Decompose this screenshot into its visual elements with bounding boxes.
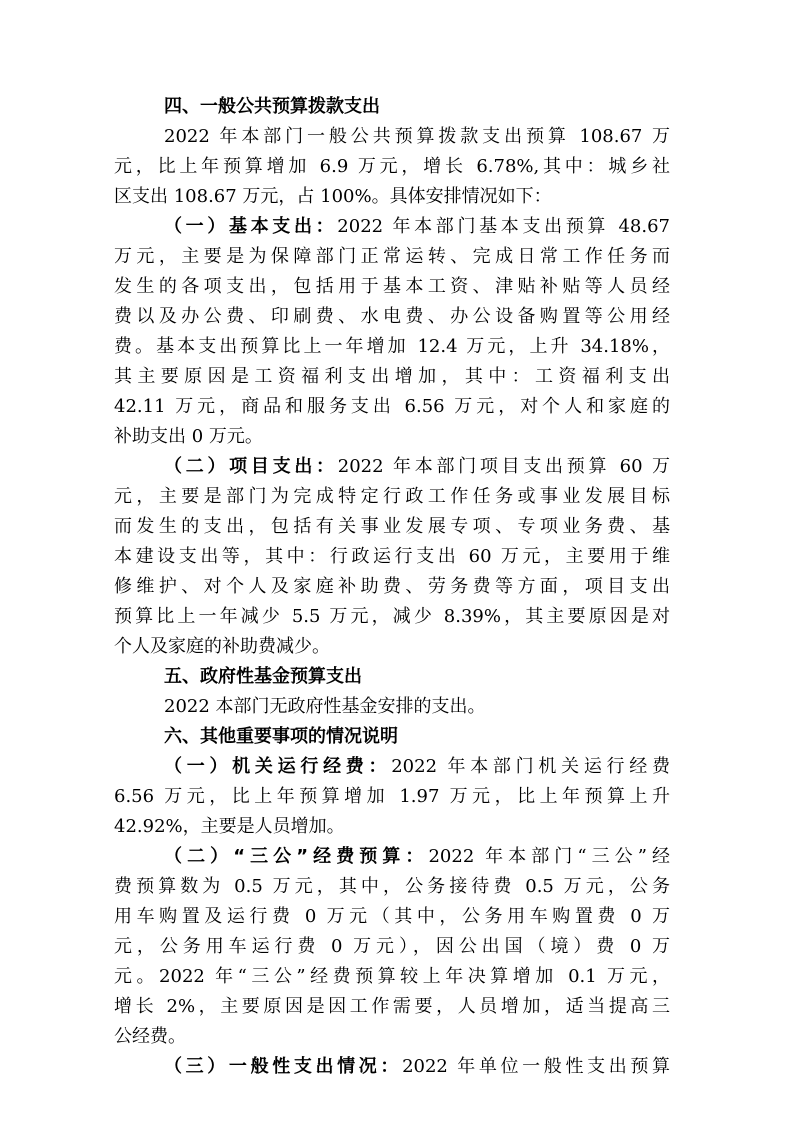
subsection-label: （二）“三公”经费预算： [164, 846, 429, 867]
paragraph-line: 增长 2%，主要原因是因工作需要，人员增加，适当提高三 [114, 996, 670, 1017]
paragraph-line: 42.92%，主要是人员增加。 [114, 816, 345, 837]
paragraph-text: 2022 年本部门“三公”经 [428, 846, 670, 867]
section-heading-6: 六、其他重要事项的情况说明 [164, 726, 398, 747]
subsection-label: （二）项目支出： [164, 456, 338, 477]
subsection-operating-first-line [164, 752, 670, 782]
paragraph-text: 2022 年本部门基本支出预算 48.67 [337, 216, 671, 237]
subsection-label: （一）机关运行经费： [164, 756, 392, 777]
paragraph-line: 2022 年本部门一般公共预算拨款支出预算 108.67 万 [164, 126, 670, 147]
paragraph-line: 发生的各项支出，包括用于基本工资、津贴补贴等人员经 [114, 276, 670, 297]
paragraph-line: 元，主要是部门为完成特定行政工作任务或事业发展目标 [114, 486, 670, 507]
subsection-three-public-first-line [164, 842, 670, 872]
subsection-project-first-line [164, 452, 670, 482]
subsection-label: （三）一般性支出情况： [164, 1056, 403, 1077]
paragraph-line: 费。基本支出预算比上一年增加 12.4 万元，上升 34.18%， [114, 336, 670, 357]
paragraph-line: 公经费。 [114, 1026, 186, 1047]
paragraph-line: 42.11 万元，商品和服务支出 6.56 万元，对个人和家庭的 [114, 396, 670, 417]
paragraph-line: 补助支出 0 万元。 [114, 426, 263, 447]
paragraph-line: 而发生的支出，包括有关事业发展专项、专项业务费、基 [114, 516, 670, 537]
subsection-label: （一）基本支出： [164, 216, 338, 237]
paragraph-line: 其主要原因是工资福利支出增加，其中：工资福利支出 [114, 366, 670, 387]
paragraph-line: 元。2022 年“三公”经费预算较上年决算增加 0.1 万元， [114, 966, 670, 987]
paragraph-line: 元，比上年预算增加 6.9 万元，增长 6.78%,其中：城乡社 [114, 156, 670, 177]
subsection-general-first-line [164, 1052, 670, 1082]
paragraph-line: 个人及家庭的补助费减少。 [114, 636, 330, 657]
paragraph-line: 6.56 万元，比上年预算增加 1.97 万元，比上年预算上升 [114, 786, 670, 807]
paragraph-line: 费预算数为 0.5 万元，其中，公务接待费 0.5 万元，公务 [114, 876, 670, 897]
paragraph-text: 2022 年单位一般性支出预算 [402, 1056, 671, 1077]
paragraph-line: 本建设支出等，其中：行政运行支出 60 万元，主要用于维 [114, 546, 670, 567]
paragraph-text: 2022 年本部门项目支出预算 60 万 [337, 456, 670, 477]
paragraph-line: 预算比上一年减少 5.5 万元，减少 8.39%，其主要原因是对 [114, 606, 670, 627]
section-heading-5: 五、政府性基金预算支出 [164, 666, 362, 687]
paragraph-line: 费以及办公费、印刷费、水电费、办公设备购置等公用经 [114, 306, 670, 327]
subsection-basic-first-line [164, 212, 670, 242]
paragraph-line: 区支出 108.67 万元，占 100%。具体安排情况如下： [114, 186, 552, 207]
paragraph-line: 元，公务用车运行费 0 万元），因公出国（境）费 0 万 [114, 936, 670, 957]
paragraph-line: 万元，主要是为保障部门正常运转、完成日常工作任务而 [114, 246, 670, 267]
paragraph-line: 2022 本部门无政府性基金安排的支出。 [164, 696, 486, 717]
paragraph-line: 修维护、对个人及家庭补助费、劳务费等方面，项目支出 [114, 576, 670, 597]
paragraph-line: 用车购置及运行费 0 万元（其中，公务用车购置费 0 万 [114, 906, 670, 927]
section-heading-4: 四、一般公共预算拨款支出 [164, 96, 380, 117]
paragraph-text: 2022 年本部门机关运行经费 [391, 756, 670, 777]
